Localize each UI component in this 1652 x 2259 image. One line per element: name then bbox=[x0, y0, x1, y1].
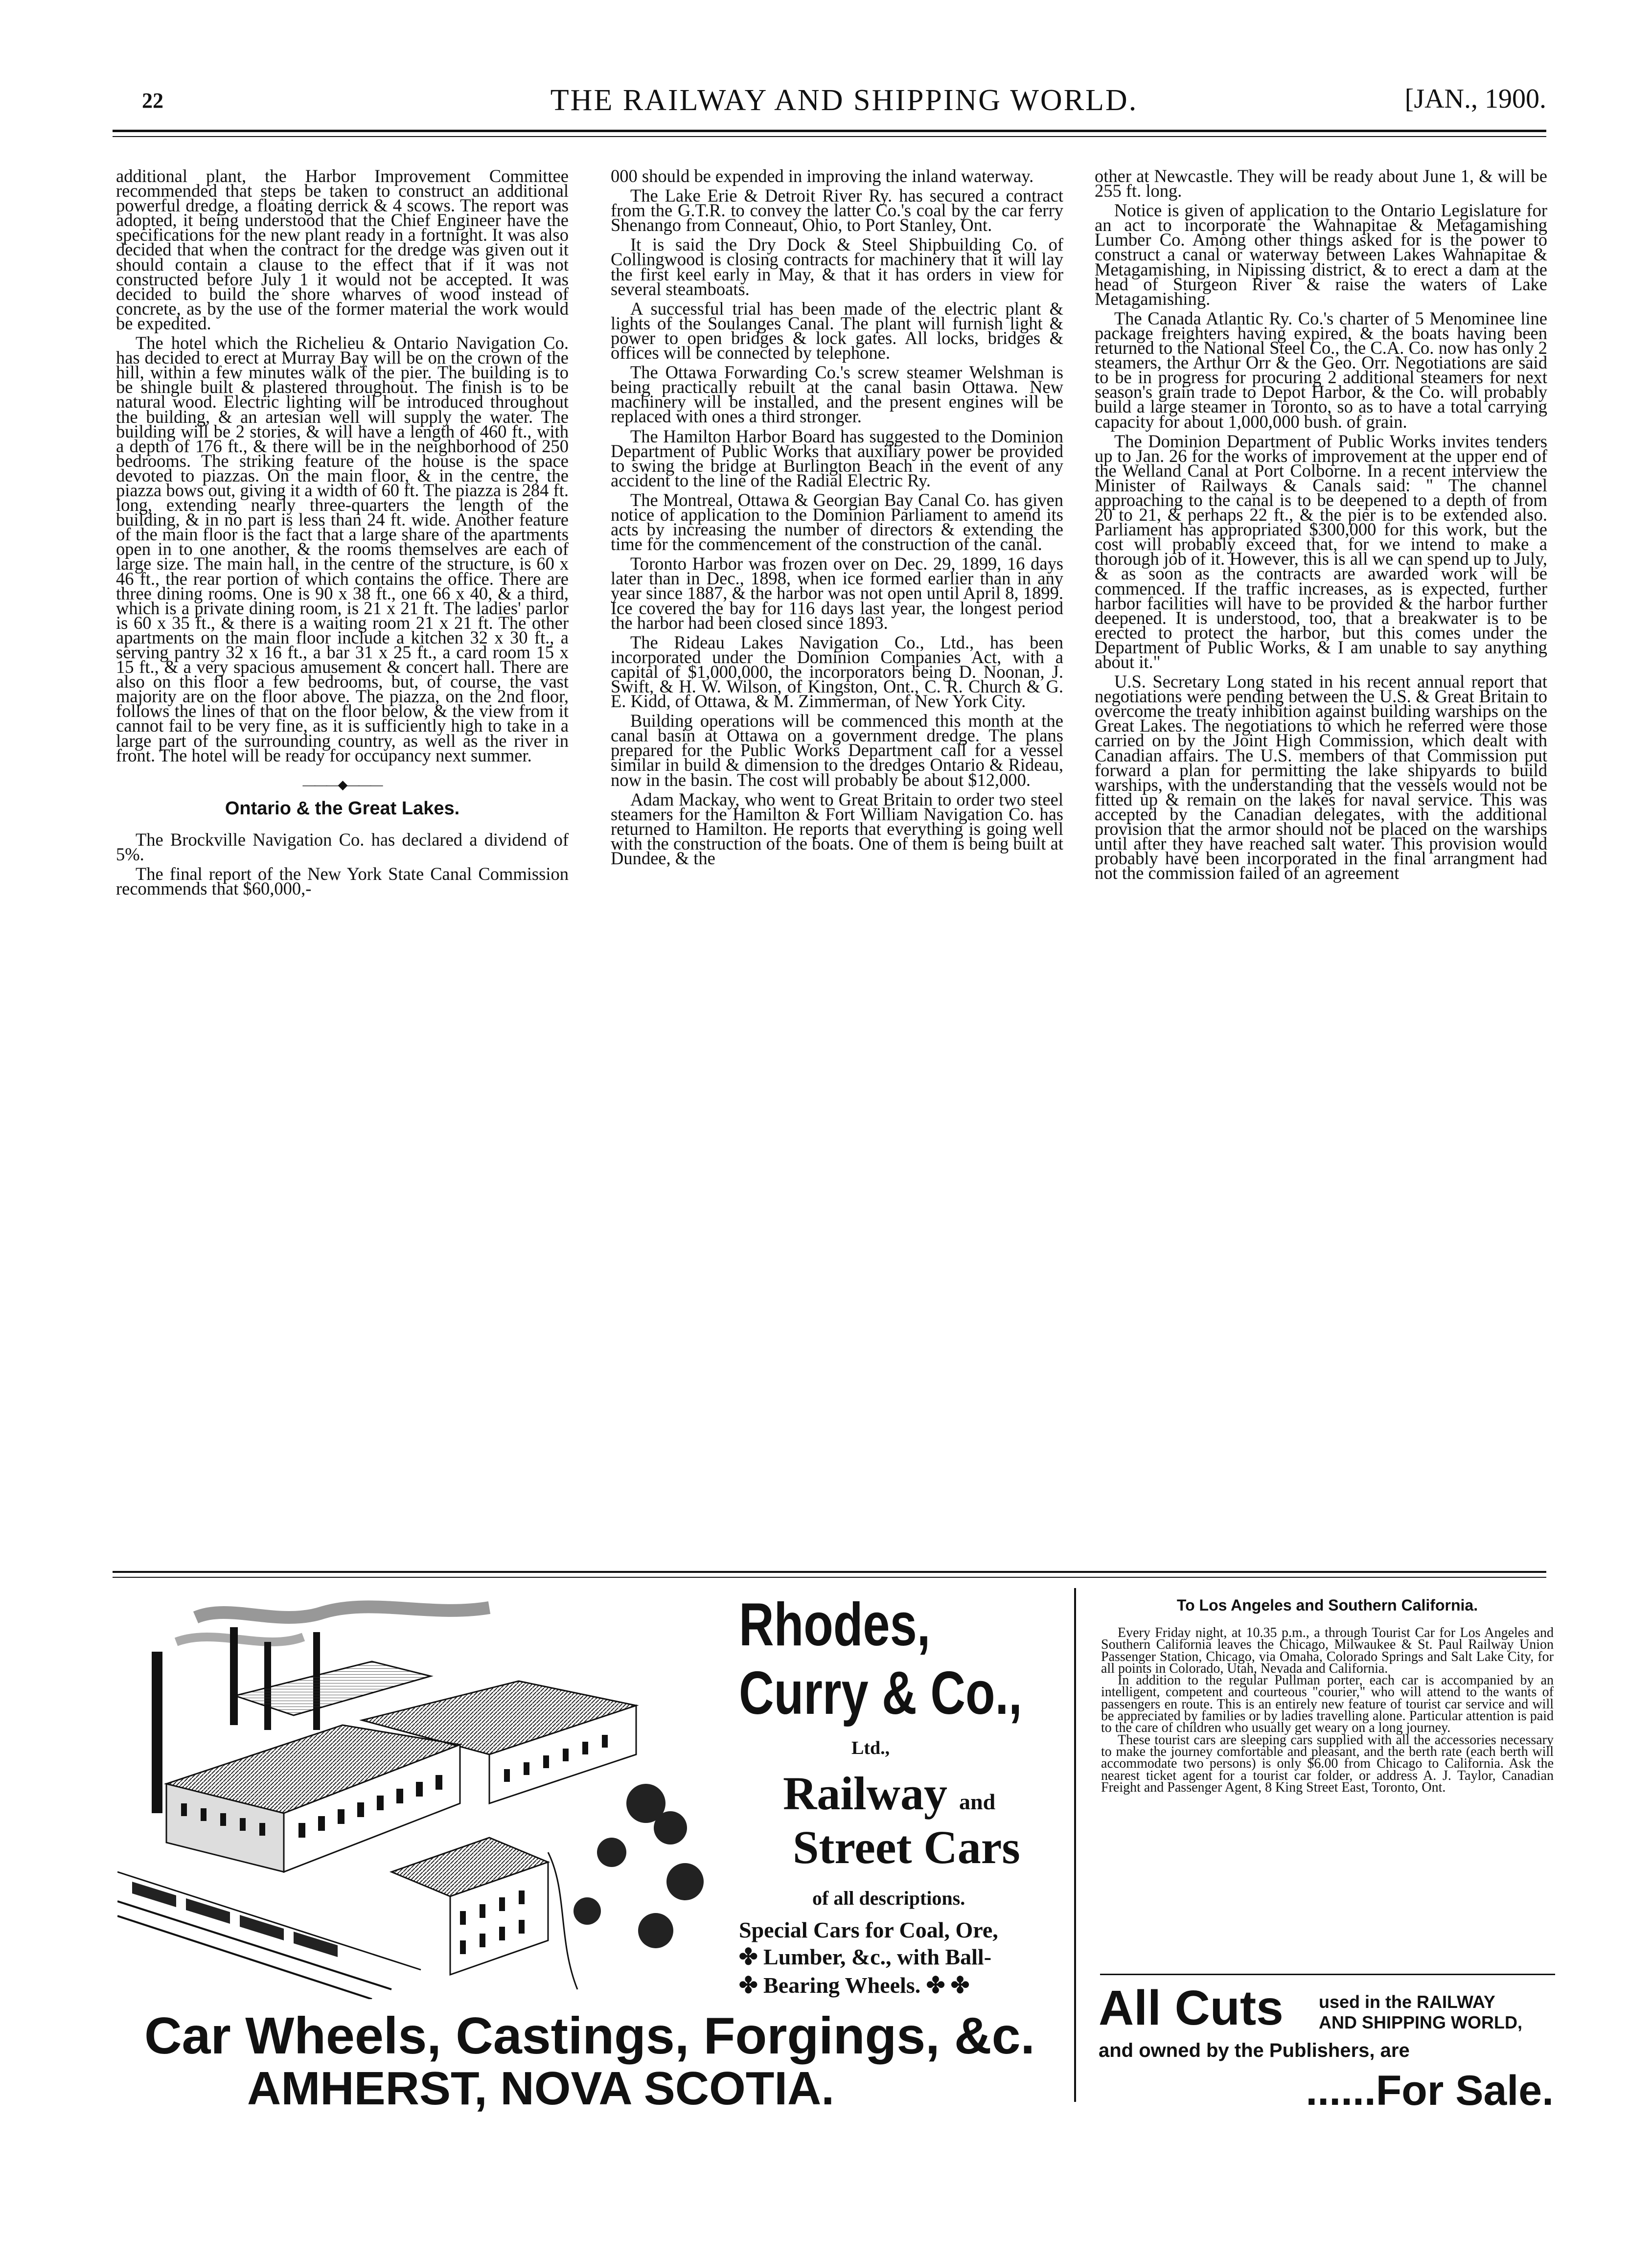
section-ornament: ———◆——— bbox=[302, 777, 382, 792]
paragraph: other at Newcastle. They will be ready about June 1, & will be 255 ft. long. bbox=[1095, 169, 1547, 201]
paragraph: A successful trial has been made of the electric plant & lights of the Soulanges Canal. The plant will furnish light & power to open bridges & lock gates. All locks, bridges & offices will be connected by telephone. bbox=[611, 298, 1063, 363]
paragraph: The Montreal, Ottawa & Georgian Bay Canal Co. has given notice of application to the Dominion Parliament to amend its acts by increasing the number of directors & extending the time for the commencement of the construction of the canal. bbox=[611, 489, 1063, 554]
paragraph: Adam Mackay, who went to Great Britain to order two steel steamers for the Hamilton & Fort William Navigation Co. has returned to Hamilton. He reports that everything is going well with the construction of the boats. One of them is being built at Dundee, & the bbox=[611, 789, 1063, 869]
ad-lumber: ✤ Lumber, &c., with Ball- bbox=[739, 1944, 992, 1969]
factory-illustration bbox=[117, 1598, 719, 1999]
paragraph: Every Friday night, at 10.35 p.m., a through Tourist Car for Los Angeles and Southern California leaves the Chicago, Milwaukee & St. Paul Railway Union Passenger Station, Chicago, via Omaha, Colorado Springs and Salt Lake City, for all points in Colorado, Utah, Nevada and California. bbox=[1101, 1625, 1554, 1676]
ad-railway-word: Railway bbox=[783, 1767, 947, 1820]
ad-cuts-owned: and owned by the Publishers, are bbox=[1099, 2040, 1410, 2061]
ad-ltd: Ltd., bbox=[851, 1738, 890, 1758]
all-cuts-advertisement bbox=[1099, 1981, 1559, 2128]
ad-column-divider bbox=[1074, 1588, 1076, 2102]
ad-special-cars: Special Cars for Coal, Ore, bbox=[739, 1917, 998, 1942]
section-heading: Ontario & the Great Lakes. bbox=[225, 798, 460, 819]
ad-section-rule-thin bbox=[113, 1577, 1546, 1578]
ad-la-body bbox=[1101, 1627, 1554, 1794]
paragraph: The Canada Atlantic Ry. Co.'s charter of 5 Menominee line package freighters having expired, & the boats having been returned to the National Steel Co., the C.A. Co. now has only 2 steamers, the Arthur Orr & the Geo. Orr. Negotiations are said to be in progress for procuring 2 additional steamers for next season's grain trade to Depot Harbor, & the Co. will probably build a large steamer in Toronto, so as to have a total carrying capacity for about 1,000,000 bush. of grain. bbox=[1095, 308, 1547, 432]
paragraph: additional plant, the Harbor Improvement Committee recommended that steps be taken to construct an additional powerful dredge, a floating derrick & 4 scows. The report was adopted, it being understood that the Chief Engineer have the specifications for the new plant ready in a fortnight. It was also decided that when the contract for the dredge was given out it should contain a clause to the effect that if it was not constructed before July 1 it would not be accepted. It was decided to build the shore wharves of wood instead of concrete, as by the use of the former material the work would be expedited. bbox=[116, 169, 569, 333]
ad-all-cuts: All Cuts bbox=[1099, 1981, 1284, 2035]
paragraph: The Rideau Lakes Navigation Co., Ltd., has been incorporated under the Dominion Companies Act, with a capital of $1,000,000, the incorporators being D. Noonan, J. Swift, & H. W. Wilson, of Kingston, Ont., C. R. Church & G. E. Kidd, of Ottawa, & M. Zimmerman, of New York City. bbox=[611, 632, 1063, 712]
paragraph: The Ottawa Forwarding Co.'s screw steamer Welshman is being practically rebuilt at the canal basin Ottawa. New machinery will be installed, and the present engines will be replaced with ones a third stronger. bbox=[611, 362, 1063, 427]
ad-bearing-wheels: ✤ Bearing Wheels. ✤ ✤ bbox=[739, 1973, 970, 1998]
paragraph: The Dominion Department of Public Works invites tenders up to Jan. 26 for the works of improvement at the upper end of the Welland Canal at Port Colborne. In a recent interview the Minister of Railways & Canals said: " The channel approaching to the canal is to be deepened to a depth of from 20 to 21, & perhaps 22 ft., & the pier is to be extended also. Parliament has appropriated $300,000 for this work, but the cost will probably exceed that, for we intend to make a thorough job of it. However, this is all we can spend up to July, & as soon as the contracts are awarded work will be commenced. If the traffic increases, as is expected, further harbor facilities will have to be provided & the harbor further deepened. It is understood, too, that a breakwater is to be erected to protect the harbor, but this comes under the Department of Public Works, & I am unable to say anything about it." bbox=[1095, 431, 1547, 672]
los-angeles-advertisement bbox=[1101, 1596, 1554, 1794]
paragraph: Notice is given of application to the Ontario Legislature for an act to incorporate the Wahnapitae & Metagamishing Lumber Co. Among other things asked for is the power to construct a canal or waterway between Lakes Wahnapitae & Metagamishing, in Nipissing district, & to erect a dam at the head of Sturgeon River & raise the waters of Lake Metagamishing. bbox=[1095, 200, 1547, 309]
paragraph: The Brockville Navigation Co. has declared a dividend of 5%. bbox=[116, 829, 569, 865]
ad-company-name-line1: Rhodes, bbox=[739, 1591, 931, 1659]
paragraph: The Hamilton Harbor Board has suggested to the Dominion Department of Public Works that auxiliary power be provided to swing the bridge at Burlington Beach in the event of any accident to the line of the Radial Electric Ry. bbox=[611, 426, 1063, 490]
paragraph: Toronto Harbor was frozen over on Dec. 29, 1899, 16 days later than in Dec., 1898, when ice formed earlier than in any year since 1887, & the harbor was not open until April 8, 1899. Ice covered the bay for 116 days last year, the longest period the harbor had been closed since 1893. bbox=[611, 553, 1063, 633]
paragraph: These tourist cars are sleeping cars supplied with all the accessories necessary to make the journey comfortable and pleasant, and the berth rate (each berth will accommodate two persons) is only $6.00 from Chicago to California. Ask the nearest ticket agent for a tourist car folder, or address A. J. Taylor, Canadian Freight and Passenger Agent, 8 King Street East, Toronto, Ont. bbox=[1101, 1732, 1554, 1795]
paragraph: It is said the Dry Dock & Steel Shipbuilding Co. of Collingwood is closing contracts for machinery that it will lay the first keel early in May, & that it has orders in view for several steamboats. bbox=[611, 234, 1063, 299]
ad-section-rule-thick bbox=[113, 1571, 1546, 1573]
header-rule-thick bbox=[113, 130, 1546, 132]
ad-cuts-used-in: used in the RAILWAY bbox=[1319, 1992, 1495, 2012]
ad-descriptions: of all descriptions. bbox=[812, 1887, 965, 1909]
ad-for-sale: ......For Sale. bbox=[1306, 2067, 1554, 2114]
ad-company-name-line2: Curry & Co., bbox=[739, 1660, 1022, 1727]
ad-railway bbox=[783, 1767, 995, 1829]
ad-street-cars: Street Cars bbox=[793, 1821, 1020, 1873]
article-column-2 bbox=[611, 169, 1063, 1554]
ad-car-wheels-line: Car Wheels, Castings, Forgings, &c. bbox=[144, 2007, 1035, 2065]
ad-and-word: and bbox=[959, 1789, 996, 1814]
paragraph: Building operations will be commenced this month at the canal basin at Ottawa on a government dredge. The plans prepared for the Public Works Department call for a vessel similar in build & dimension to the dredges Ontario & Rideau, now in the basin. The cost will probably be about $12,000. bbox=[611, 711, 1063, 790]
article-column-3 bbox=[1095, 169, 1547, 1554]
page-header bbox=[142, 83, 1546, 122]
article-column-1 bbox=[116, 169, 569, 1554]
ad-divider-rule bbox=[1100, 1974, 1555, 1975]
paragraph: The hotel which the Richelieu & Ontario Navigation Co. has decided to erect at Murray Bay will be on the crown of the hill, within a few minutes walk of the pier. The building is to be shingle built & plastered throughout. The finish is to be natural wood. Electric lighting will be introduced throughout the building, & an artesian well will supply the water. The building will be 2 stories, & will have a length of 460 ft., with a depth of 176 ft., & there will be in the neighborhood of 250 bedrooms. The striking feature of the house is the space devoted to piazzas. On the main floor, & in the centre, the piazza bows out, giving it a width of 60 ft. The piazza is 284 ft. long, extending nearly three-quarters the length of the building, & in no part is less than 24 ft. wide. Another feature of the main floor is the fact that a large share of the apartments open in to one another, & the rooms themselves are each of large size. The main hall, in the centre of the structure, is 60 x 46 ft., the rear portion of which contains the office. There are three dining rooms. One is 90 x 38 ft., one 66 x 40, & a third, which is a private dining room, is 21 x 21 ft. The ladies' parlor is 60 x 35 ft., & there is a waiting room 21 x 21 ft. The other apartments on the main floor include a kitchen 32 x 30 ft., a serving pantry 32 x 16 ft., a bar 31 x 25 ft., a card room 15 x 15 ft., & a very spacious amusement & concert hall. There are also on this floor a few bedrooms, but, of course, the vast majority are on the floor above. The piazza, on the 2nd floor, follows the lines of that on the floor below, & the view from it cannot fail to be very fine, as it is sufficiently high to take in a large part of the surrounding country, as well as the river in front. The hotel will be ready for occupancy next summer. bbox=[116, 333, 569, 765]
rhodes-curry-advertisement bbox=[729, 1591, 1072, 2011]
page-number: 22 bbox=[142, 89, 163, 113]
header-rule-thin bbox=[113, 136, 1546, 137]
ad-location-line: AMHERST, NOVA SCOTIA. bbox=[247, 2062, 835, 2115]
ad-cuts-publication: AND SHIPPING WORLD, bbox=[1319, 2012, 1523, 2032]
ad-la-title: To Los Angeles and Southern California. bbox=[1176, 1596, 1478, 1614]
paragraph: The Lake Erie & Detroit River Ry. has secured a contract from the G.T.R. to convey the latter Co.'s coal by the car ferry Shenango from Conneaut, Ohio, to Port Stanley, Ont. bbox=[611, 185, 1063, 235]
paragraph: U.S. Secretary Long stated in his recent annual report that negotiations were pending between the U.S. & Great Britain to overcome the treaty inhibition against building warships on the Great Lakes. The negotiations to which he referred were those carried on by the Joint High Commission, which dealt with Canadian affairs. The U.S. members of that Commission put forward a plan for permitting the lake shipyards to build warships, with the understanding that the vessels would not be fitted up & remain on the lakes for naval service. This was accepted by the Canadian delegates, with the additional provision that the armor should not be placed on the warships until after they have reached salt water. This provision would probably have been incorporated in the final arrangment had not the commission failed of an agreement bbox=[1095, 671, 1547, 883]
publication-title: THE RAILWAY AND SHIPPING WORLD. bbox=[550, 84, 1138, 117]
issue-date: [JAN., 1900. bbox=[1404, 84, 1546, 114]
paragraph: 000 should be expended in improving the inland waterway. bbox=[611, 169, 1034, 186]
paragraph: In addition to the regular Pullman porter, each car is accompanied by an intelligent, competent and courteous "courier," who will attend to the wants of passengers en route. This is an entirely new feature of tourist car service and will be appreciated by families or by ladies travelling alone. Particular attention is paid to the care of children who usually get weary on a long journey. bbox=[1101, 1673, 1554, 1736]
paragraph: The final report of the New York State Canal Commission recommends that $60,000,- bbox=[116, 864, 569, 899]
